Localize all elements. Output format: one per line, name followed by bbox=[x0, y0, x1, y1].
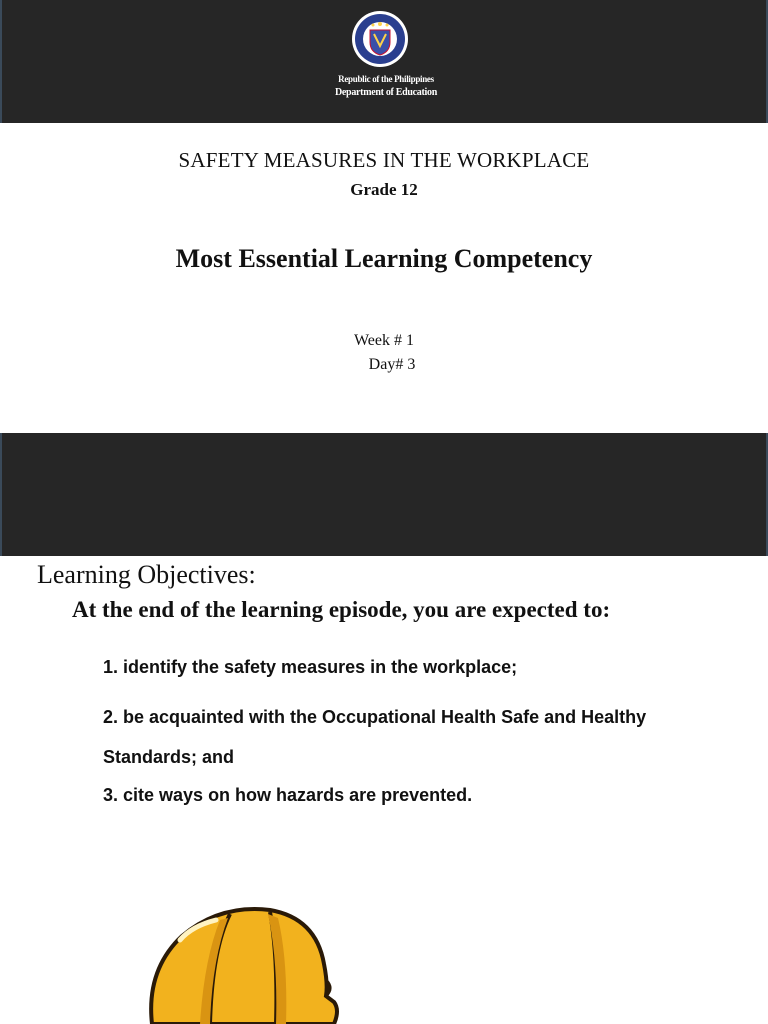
divider-band bbox=[0, 433, 768, 556]
deped-seal-icon bbox=[351, 10, 409, 68]
objective-item-1: 1. identify the safety measures in the workplace; bbox=[103, 657, 518, 677]
department-line: Department of Education bbox=[335, 87, 437, 98]
header-band bbox=[0, 0, 768, 123]
republic-line: Republic of the Philippines bbox=[338, 74, 434, 84]
objectives-intro: At the end of the learning episode, you are expected to: bbox=[72, 597, 611, 622]
week-number: Week # 1 bbox=[353, 332, 415, 349]
objective-item-3: 3. cite ways on how hazards are prevented. bbox=[103, 785, 473, 805]
objective-item-2: 2. be acquainted with the Occupational Health Safe and Healthy bbox=[103, 707, 647, 727]
lesson-title: SAFETY MEASURES IN THE WORKPLACE bbox=[178, 148, 590, 172]
hard-hat-icon bbox=[120, 900, 400, 1024]
grade-level: Grade 12 bbox=[350, 180, 418, 199]
objective-item-2-continued: Standards; and bbox=[103, 747, 235, 767]
melc-heading: Most Essential Learning Competency bbox=[175, 244, 593, 273]
day-number: Day# 3 bbox=[368, 356, 416, 373]
objectives-heading: Learning Objectives: bbox=[37, 560, 256, 589]
